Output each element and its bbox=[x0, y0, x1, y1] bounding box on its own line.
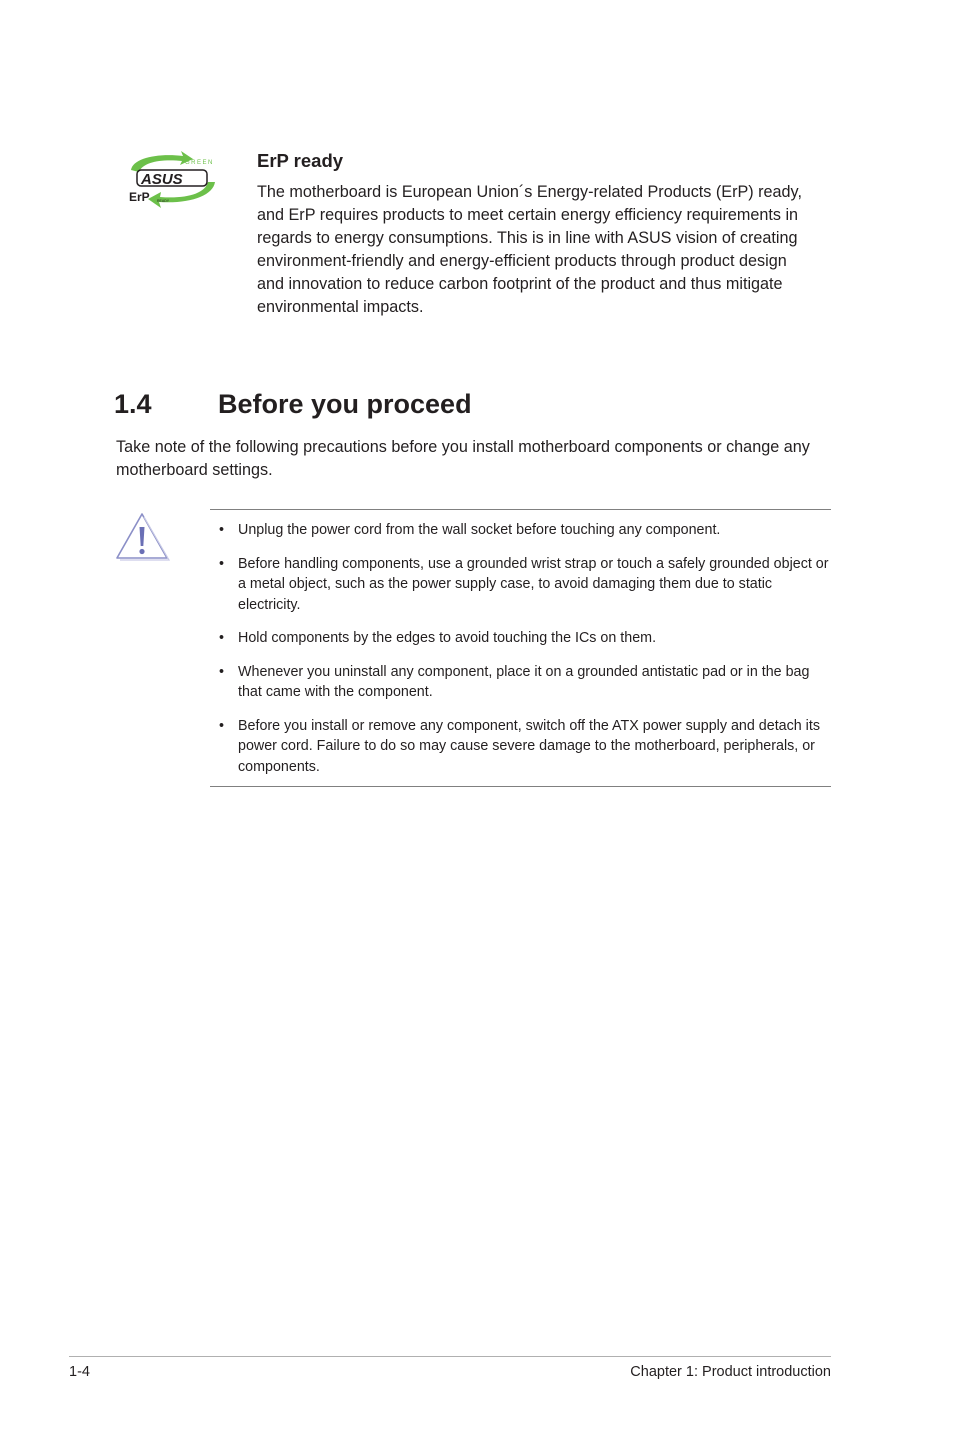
list-item-text: Before you install or remove any component, switch off the ATX power supply and detach its power cord. Failure to do so may cause severe damage to the motherboard, peripherals, or components. bbox=[238, 717, 820, 775]
logo-erp-text: ErP bbox=[129, 190, 150, 204]
warning-bottom-rule bbox=[210, 786, 831, 787]
warning-triangle-icon bbox=[114, 511, 170, 561]
erp-heading: ErP ready bbox=[257, 150, 344, 171]
section-title: Before you proceed bbox=[218, 389, 472, 419]
section-intro: Take note of the following precautions before you install motherboard components or change any motherboard settings. bbox=[116, 438, 810, 479]
precautions-list bbox=[219, 520, 831, 790]
list-item bbox=[219, 554, 831, 616]
bullet: • bbox=[219, 630, 225, 646]
logo-ready-text: READY bbox=[157, 199, 170, 203]
list-item bbox=[219, 662, 831, 703]
list-item-text: Before handling components, use a grounded wrist strap or touch a safely grounded object or a metal object, such as the power supply case, to avoid damaging them due to static electricity. bbox=[238, 555, 829, 613]
list-item bbox=[219, 716, 831, 778]
erp-paragraph: The motherboard is European Union´s Energy-related Products (ErP) ready, and ErP requires products to meet certain energy efficiency requirements in regards to energy consumptions. This is in line with ASUS vision of creating environment-friendly and energy-efficient products through product design and innovation to reduce carbon footprint of the product and thus mitigate environmental impacts. bbox=[257, 183, 802, 316]
list-item bbox=[219, 520, 831, 541]
bullet: • bbox=[219, 717, 225, 734]
asus-green-erp-logo bbox=[123, 150, 223, 210]
logo-green-text: GREEN bbox=[185, 160, 214, 166]
list-item-text: Hold components by the edges to avoid touching the ICs on them. bbox=[238, 630, 657, 646]
bullet: • bbox=[219, 663, 225, 680]
page-number: 1-4 bbox=[69, 1364, 90, 1380]
chapter-title: Chapter 1: Product introduction bbox=[630, 1364, 831, 1380]
section-number: 1.4 bbox=[114, 389, 152, 419]
warning-top-rule bbox=[210, 509, 831, 510]
list-item-text: Unplug the power cord from the wall socket before touching any component. bbox=[238, 522, 721, 538]
footer-rule bbox=[69, 1356, 831, 1357]
list-item-text: Whenever you uninstall any component, place it on a grounded antistatic pad or in the bag that came with the component. bbox=[238, 663, 810, 700]
bullet: • bbox=[219, 522, 225, 538]
bullet: • bbox=[219, 555, 225, 572]
logo-brand-text: ASUS bbox=[141, 171, 183, 188]
list-item bbox=[219, 628, 831, 649]
